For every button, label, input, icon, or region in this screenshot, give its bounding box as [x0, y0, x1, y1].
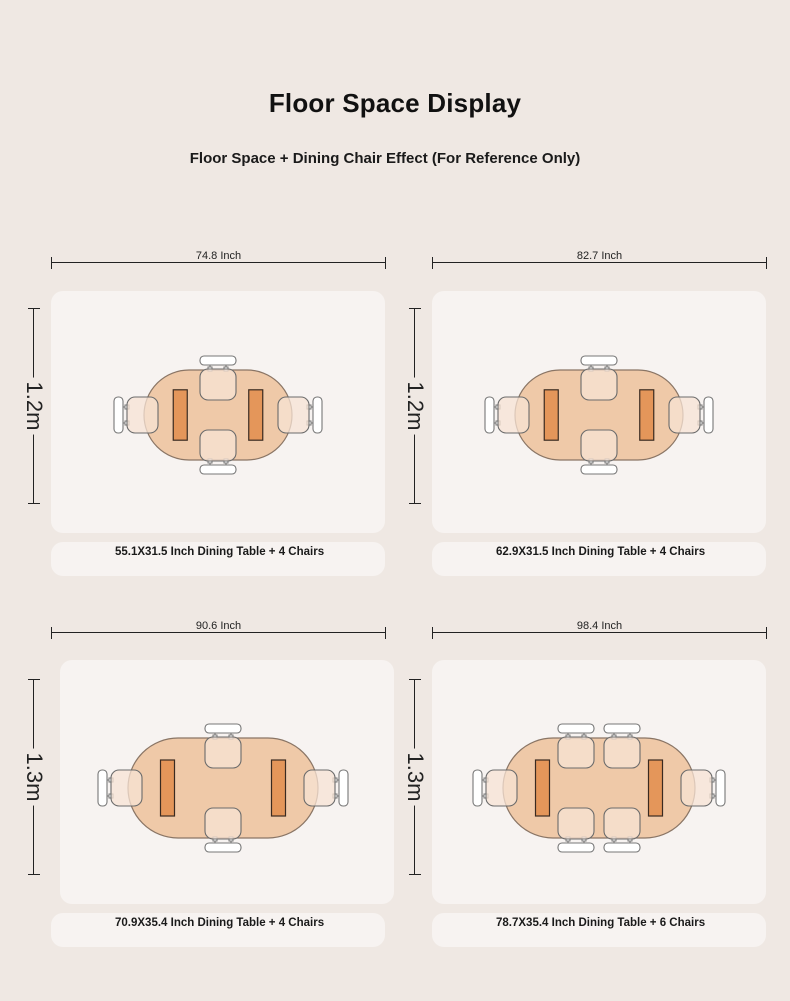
dining-chair: [200, 356, 236, 400]
height-label: 1.2m: [402, 378, 428, 435]
height-dimension: [22, 679, 47, 875]
dining-chair: [604, 724, 640, 768]
dining-chair: [485, 397, 529, 433]
height-dimension: [22, 308, 47, 504]
dining-chair: [98, 770, 142, 806]
floor-plan-diagram: [432, 660, 766, 904]
table-caption: 62.9X31.5 Inch Dining Table + 4 Chairs: [496, 546, 706, 558]
height-dimension: [403, 308, 428, 504]
width-label: 74.8 Inch: [195, 250, 242, 262]
dining-chair: [473, 770, 517, 806]
table-caption: 55.1X31.5 Inch Dining Table + 4 Chairs: [115, 546, 325, 558]
floor-plan-card: [51, 291, 385, 533]
height-label: 1.3m: [21, 749, 47, 806]
width-dimension: [432, 620, 767, 639]
floor-plan-diagram: [51, 291, 385, 533]
dining-chair: [205, 724, 241, 768]
page-subtitle: Floor Space + Dining Chair Effect (For Reference Only): [189, 150, 581, 167]
dining-chair: [681, 770, 725, 806]
table-leaf: [272, 760, 286, 816]
dining-table: [503, 738, 695, 838]
table-leaf: [544, 390, 558, 440]
dining-chair: [304, 770, 348, 806]
dining-chair: [669, 397, 713, 433]
table-leaf: [640, 390, 654, 440]
height-label: 1.2m: [21, 378, 47, 435]
table-caption: 78.7X35.4 Inch Dining Table + 6 Chairs: [496, 917, 706, 929]
table-leaf: [649, 760, 663, 816]
floor-plan-card: [60, 660, 394, 904]
height-dimension: [403, 679, 428, 875]
dining-chair: [205, 808, 241, 852]
floor-plan-diagram: [432, 291, 766, 533]
caption-box: [432, 913, 766, 947]
width-dimension: [51, 250, 386, 269]
width-label: 82.7 Inch: [576, 250, 623, 262]
dining-chair: [200, 430, 236, 474]
caption-box: [51, 913, 385, 947]
table-leaf: [249, 390, 263, 440]
dining-chair: [114, 397, 158, 433]
dining-chair: [604, 808, 640, 852]
floor-plan-diagram: [60, 660, 394, 904]
caption-box: [432, 542, 766, 576]
dining-chair: [558, 808, 594, 852]
floor-plan-card: [432, 291, 766, 533]
dining-chair: [581, 430, 617, 474]
table-leaf: [161, 760, 175, 816]
width-dimension: [432, 250, 767, 269]
dining-chair: [278, 397, 322, 433]
width-label: 90.6 Inch: [195, 620, 242, 632]
dining-chair: [558, 724, 594, 768]
table-leaf: [173, 390, 187, 440]
width-label: 98.4 Inch: [576, 620, 623, 632]
caption-box: [51, 542, 385, 576]
floor-plan-card: [432, 660, 766, 904]
table-leaf: [536, 760, 550, 816]
table-caption: 70.9X35.4 Inch Dining Table + 4 Chairs: [115, 917, 325, 929]
height-label: 1.3m: [402, 749, 428, 806]
width-dimension: [51, 620, 386, 639]
dining-chair: [581, 356, 617, 400]
page-title: Floor Space Display: [268, 88, 522, 118]
